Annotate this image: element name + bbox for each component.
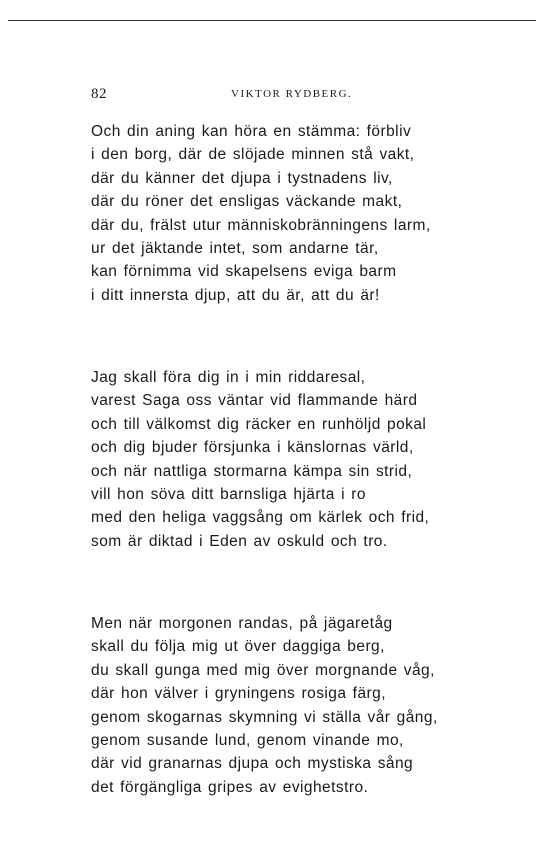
verse-line: Och din aning kan höra en stämma: förbliv (91, 123, 412, 140)
verse-line: ur det jäktande intet, som andarne tär, (91, 240, 379, 258)
page-number: 82 (91, 86, 107, 102)
verse-line: vill hon söva ditt barnsliga hjärta i ro (91, 486, 366, 504)
verse-line: i ditt innersta djup, att du är, att du är! (91, 286, 380, 304)
verse-line: där vid granarnas djupa och mystiska sång (91, 755, 414, 773)
verse-line: och dig bjuder försjunka i känslornas värld, (91, 439, 414, 457)
stanza-2 (91, 366, 531, 553)
verse-line: varest Saga oss väntar vid flammande härd (91, 392, 418, 410)
stanza-1 (91, 120, 531, 307)
verse-line: genom skogarnas skymning vi ställa vår gång, (91, 708, 438, 726)
verse-line: skall du följa mig ut över daggiga berg, (91, 638, 385, 656)
verse-line: där du känner det djupa i tystnadens liv, (91, 169, 393, 187)
verse-line: och när nattliga stormarna kämpa sin strid, (91, 462, 413, 480)
top-rule (8, 20, 536, 21)
verse-line: Men när morgonen randas, på jägaretåg (91, 615, 393, 632)
verse-line: genom susande lund, genom vinande mo, (91, 732, 404, 750)
verse-line: där hon välver i gryningens rosiga färg, (91, 685, 386, 703)
verse-line: det förgängliga gripes av evighetstro. (91, 778, 369, 796)
stanza-3 (91, 612, 531, 799)
verse-line: du skall gunga med mig över morgnande våg, (91, 661, 435, 679)
verse-line: med den heliga vaggsång om kärlek och frid, (91, 509, 430, 527)
verse-line: där du, frälst utur människobränningens larm, (91, 216, 431, 234)
verse-line: som är diktad i Eden av oskuld och tro. (91, 532, 388, 550)
page-header (91, 86, 471, 106)
verse-line: där du röner det ensligas väckande makt, (91, 193, 403, 211)
verse-line: och till välkomst dig räcker en runhöljd pokal (91, 415, 427, 433)
verse-line: i den borg, där de slöjade minnen stå vakt, (91, 146, 415, 164)
verse-line: Jag skall föra dig in i min riddaresal, (91, 369, 366, 386)
verse-line: kan förnimma vid skapelsens eviga barm (91, 263, 397, 281)
running-head: VIKTOR RYDBERG. (231, 88, 353, 100)
